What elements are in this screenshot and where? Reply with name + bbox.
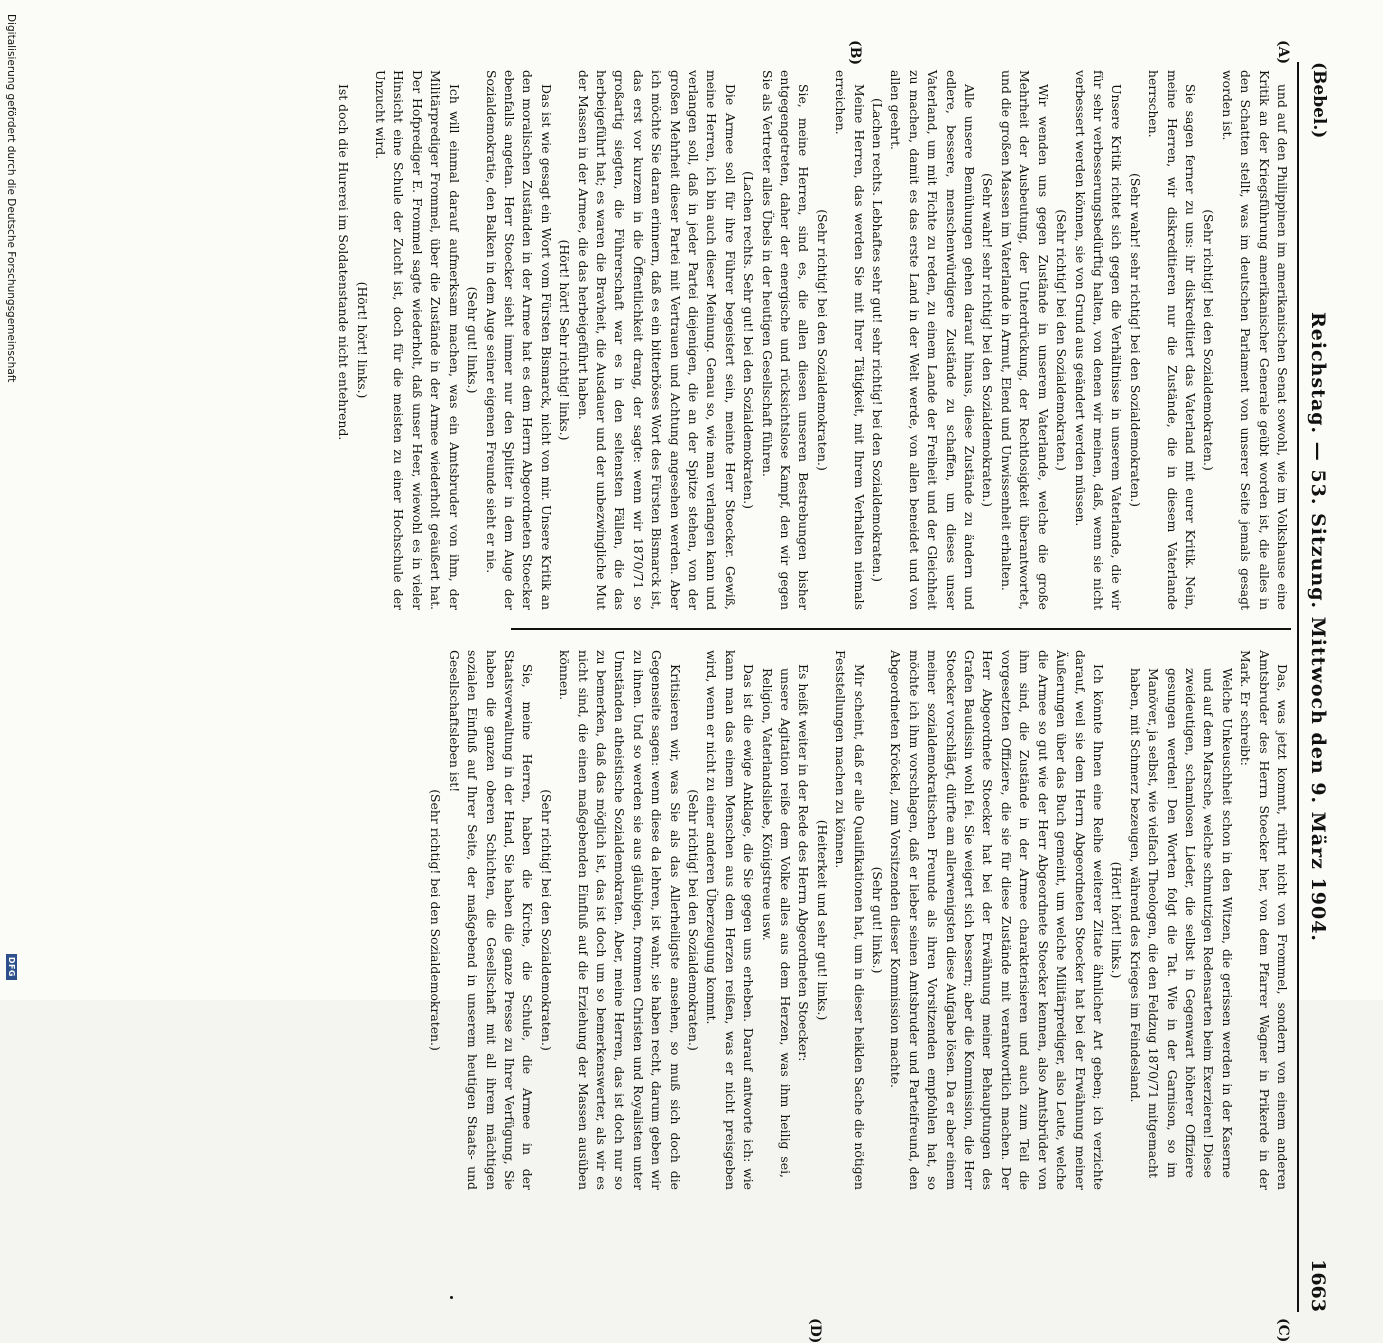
funding-credit: Digitalisierung gefördert durch die Deutsche Forschungsgemeinschaft — [5, 14, 17, 383]
paragraph: Das, was jetzt kommt, rührt nicht von Frommel, sondern von einem anderen Amtsbruder des Herrn Stoecker her, von dem Pfarrer Wagner in Prikerde in der Mark. Er schreibt: — [1238, 650, 1290, 1190]
interjection: (Sehr richtig! bei den Sozialdemokraten.) — [428, 789, 444, 1051]
interjection: (Hört! hört! Sehr richtig! links.) — [557, 239, 573, 441]
interjection: (Hört! hört! links.) — [354, 281, 370, 399]
right-text-column — [428, 650, 1291, 1190]
interjection: (Sehr richtig! bei den Sozialdemokraten.) — [538, 789, 554, 1051]
quotation: unsere Agitation reiße dem Volke alles aus dem Herzen, was ihm heilig sei, Religion, Vaterlandsliebe, Königstreue usw. — [759, 668, 794, 1178]
paragraph: Meine Herren, das werden Sie mit Ihrer Tätigkeit, mit Ihrem Verhalten niemals erreichen. — [833, 70, 867, 610]
interjection: (Heiterkeit und sehr gut! links.) — [814, 819, 830, 1021]
paragraph: Ich könnte Ihnen eine Reihe weiterer Zitate ähnlicher Art geben; ich verzichte darauf, weil sie dem Herrn Abgeordneten Stoecker hat bei der Erwähnung meiner Äußerungen über das Buch gemeint, um welche Militärprediger, also Leute, welche die Armee so gut wie der Herr Abgeordnete Stoecker kennen, also Amtsbrüder von ihm sind, die Zustände in der Armee charakterisieren und auch zum Teil die vorgesetzten Offiziere, die sie für diese Zustände mit verantwortlich machen. Der Herr Abgeordnete Stoecker hat bei der Erwähnung meiner Behauptungen des Grafen Baudissin wohl fei. Sie weigert sich bessern; aber die Kommission, die Herr Stoecker vorschlägt, dürfte am allerwenigsten diese Aufgabe lösen. Da er aber einem meiner sozialdemokratischen Freunde als ihren Vorsitzenden empfohlen hat, so möchte ich ihm vorschlagen, daß er lieber seinen Amtsbruder und Parteifreund, den Abgeordneten Kröckel, zum Vorsitzenden dieser Kommission machte. — [888, 650, 1106, 1190]
paragraph: Wir wenden uns gegen Zustände in unserem Vaterlande, welche die große Mehrheit der Ausbeutung, der Unterdrückung, der Rechtlosigkeit überantwortet, und die großen Massen im Vaterlande in Armut, Elend und Unwissenheit erhalten. — [998, 70, 1051, 610]
interjection: (Sehr wahr! sehr richtig! bei den Sozialdemokraten.) — [1127, 173, 1143, 507]
paragraph: Das ist die ewige Anklage, die Sie gegen uns erheben. Darauf antworte ich: wie kann man das einem Menschen aus dem Herzen reißen, was er nicht preisgeben wird, wenn er nicht zu einer anderen Überzeugung kommt. — [704, 650, 757, 1190]
margin-mark-d: (D) — [807, 1318, 823, 1343]
paragraph: Mir scheint, daß er alle Qualifikationen hat, um in dieser heiklen Sache die nötigen Feststellungen machen zu können. — [833, 650, 867, 1190]
interjection: (Sehr richtig! bei den Sozialdemokraten.) — [1201, 209, 1217, 471]
page-header — [1297, 62, 1333, 1312]
interjection: (Sehr wahr! sehr richtig! bei den Sozialdemokraten.) — [980, 173, 996, 507]
ink-dot — [450, 1296, 453, 1299]
interjection: (Lachen rechts. Sehr gut! bei den Sozialdemokraten.) — [741, 171, 757, 509]
interjection: (Sehr richtig! bei den Sozialdemokraten.) — [814, 209, 830, 471]
margin-mark-a: (A) — [1275, 40, 1291, 65]
paragraph: Das ist wie gesagt ein Wort vom Fürsten Bismarck, nicht von mir. Unsere Kritik an den moralischen Zuständen in der Armee hat es dem Herrn Abgeordneten Stoecker ebenfalls angetan. Herr Stoecker sieht immer nur den Splitter in dem Auge der Sozialdemokratie, den Balken in dem Auge seiner eigenen Freunde sieht er nie. — [483, 70, 554, 610]
page-number: 1663 — [1307, 1259, 1329, 1312]
paragraph: Alle unsere Bemühungen gehen darauf hinaus, diese Zustände zu ändern und edlere, bessere, menschenwürdigere Zustände zu schaffen, um dieses unser Vaterland, um mit Fichte zu reden, zu einem Lande der Freiheit und der Gleichheit zu machen, damit es das erste Land in der Welt werde, von allen beneidet und von allen geehrt. — [888, 70, 978, 610]
paragraph: Sie, meine Herren, haben die Kirche, die Schule, die Armee in der Staatsverwaltung in der Hand, Sie haben die ganze Presse zu Ihrer Verfügung, Sie haben die ganzen oberen Schichten, die Gesellschaft mit all ihrem mächtigen sozialen Einfluß auf Ihrer Seite, der maßgebend in unserem heutigen Staats- und Gesellschaftsleben ist! — [446, 650, 536, 1190]
session-title: Reichstag. — 53. Sitzung. Mittwoch den 9. März 1904. — [1307, 312, 1329, 943]
interjection: (Sehr richtig! bei den Sozialdemokraten.) — [1054, 209, 1070, 471]
margin-mark-c: (C) — [1275, 1318, 1291, 1343]
paragraph: Kritisieren wir, was Sie als das Allerheiligste ansehen, so muß sich doch die Gegenseite sagen: wenn diese da lehren, ist wahr, sie haben recht, darum geben wir zu ihnen. Und so werden sie aus gläubigen, frommen Christen und Royalisten unter Umständen atheistische Sozialdemokraten. Aber, meine Herren, das ist doch nur so zu bemerken, daß das möglich ist, das ist doch um so bemerkenswerter, als wir es nicht sind, die einen maßgebenden Einfluß auf die Erziehung der Massen ausüben können. — [557, 650, 683, 1190]
paragraph: Unsere Kritik richtet sich gegen die Verhältnisse in unserem Vaterlande, die wir für sehr verbesserungsbedürftig halten, von denen wir meinen, daß, wenn sie nicht verbessert werden können, sie von Grund aus geändert werden müssen. — [1072, 70, 1125, 610]
column-divider — [511, 628, 1291, 630]
interjection: (Sehr gut! links.) — [465, 286, 481, 394]
interjection: (Sehr gut! links.) — [870, 866, 886, 974]
quotation: Welche Unkeuschheit schon in den Witzen, die gerissen werden in der Kaserne und auf dem Marsche, welche schmutzigen Redensarten beim Exerzieren! Diese zweideutigen, schamlosen Lieder, die selbst in Gegenwart höherer Offiziere gesungen werden! Den Worten folgt die Tat. Wie in der Garnison, so im Manöver, ja selbst, wie vielfach Theologen, die den Feldzug 1870/71 mitgemacht haben, mit Schmerz bezeugen, während des Krieges im Feindesland. — [1127, 668, 1235, 1178]
speaker-label: (Bebel.) — [1309, 62, 1329, 139]
interjection: (Lachen rechts. Lebhaftes sehr gut! sehr richtig! bei den Sozialdemokraten.) — [870, 97, 886, 583]
paragraph: Sie sagen ferner zu uns: ihr diskreditiert das Vaterland mit eurer Kritik. Nein, meine Herren, wir diskreditieren nur die Zustände, die in diesem Vaterlande herrschen. — [1146, 70, 1198, 610]
paragraph: Es heißt weiter in der Rede des Herrn Abgeordneten Stoecker: — [796, 664, 812, 1062]
dfg-logo: DFG — [6, 954, 17, 980]
paragraph: Ist doch die Hurerei im Soldatenstande nicht entehrend. — [336, 84, 352, 441]
paragraph: Die Armee soll für ihre Führer begeistert sein, meinte Herr Stoecker. Gewiß, meine Herren, ich bin auch dieser Meinung. Genau so, wie man verlangen kann und verlangen soll, daß in jeder Partei diejenigen, die an der Spitze stehen, von der großen Mehrheit dieser Partei mit Vertrauen und Achtung angesehen werden. Aber ich möchte Sie daran erinnern, daß es ein bitterböses Wort des Fürsten Bismarck ist, das erst vor kurzem in die Öffentlichkeit drang, der sagte: wenn wir 1870/71 so großartig siegten, die Führerschaft war es in den seltensten Fällen, die das herbeigeführt hat; es waren die Bravheit, die Ausdauer und der unbezwingliche Mut der Massen in der Armee, die das herbeigeführt haben. — [575, 70, 738, 610]
paragraph: Sie, meine Herren, sind es, die allen diesen unseren Bestrebungen bisher entgegengetreten, daher der energische und rücksichtslose Kampf, den wir gegen Sie als Vertreter alles Übels in der heutigen Gesellschaft führen. — [759, 70, 812, 610]
interjection: (Sehr richtig! bei den Sozialdemokraten.) — [686, 789, 701, 1051]
left-text-column — [336, 70, 1291, 610]
paragraph: Ich will einmal darauf aufmerksam machen, was ein Amtsbruder von ihm, der Militärprediger Frommel, über die Zustände in der Armee wiederholt geäußert hat. Der Hofprediger E. Frommel sagte wiederholt, daß unser Heer, wiewohl es in vieler Hinsicht eine Schule der Zucht ist, doch für die meisten zu einer Hochschule der Unzucht wird. — [373, 70, 462, 610]
paragraph: und auf den Philippinen im amerikanischen Senat sowohl, wie im Volkshause eine Kritik an der Kriegsführung amerikanischer Generale geübt worden ist, die alles in den Schatten stellt, was im deutschen Parlament von unserer Seite jemals gesagt worden ist. — [1219, 70, 1290, 610]
margin-mark-b: (B) — [847, 40, 863, 66]
footer — [0, 0, 20, 1000]
interjection: (Hört! hört! links.) — [1109, 861, 1125, 979]
